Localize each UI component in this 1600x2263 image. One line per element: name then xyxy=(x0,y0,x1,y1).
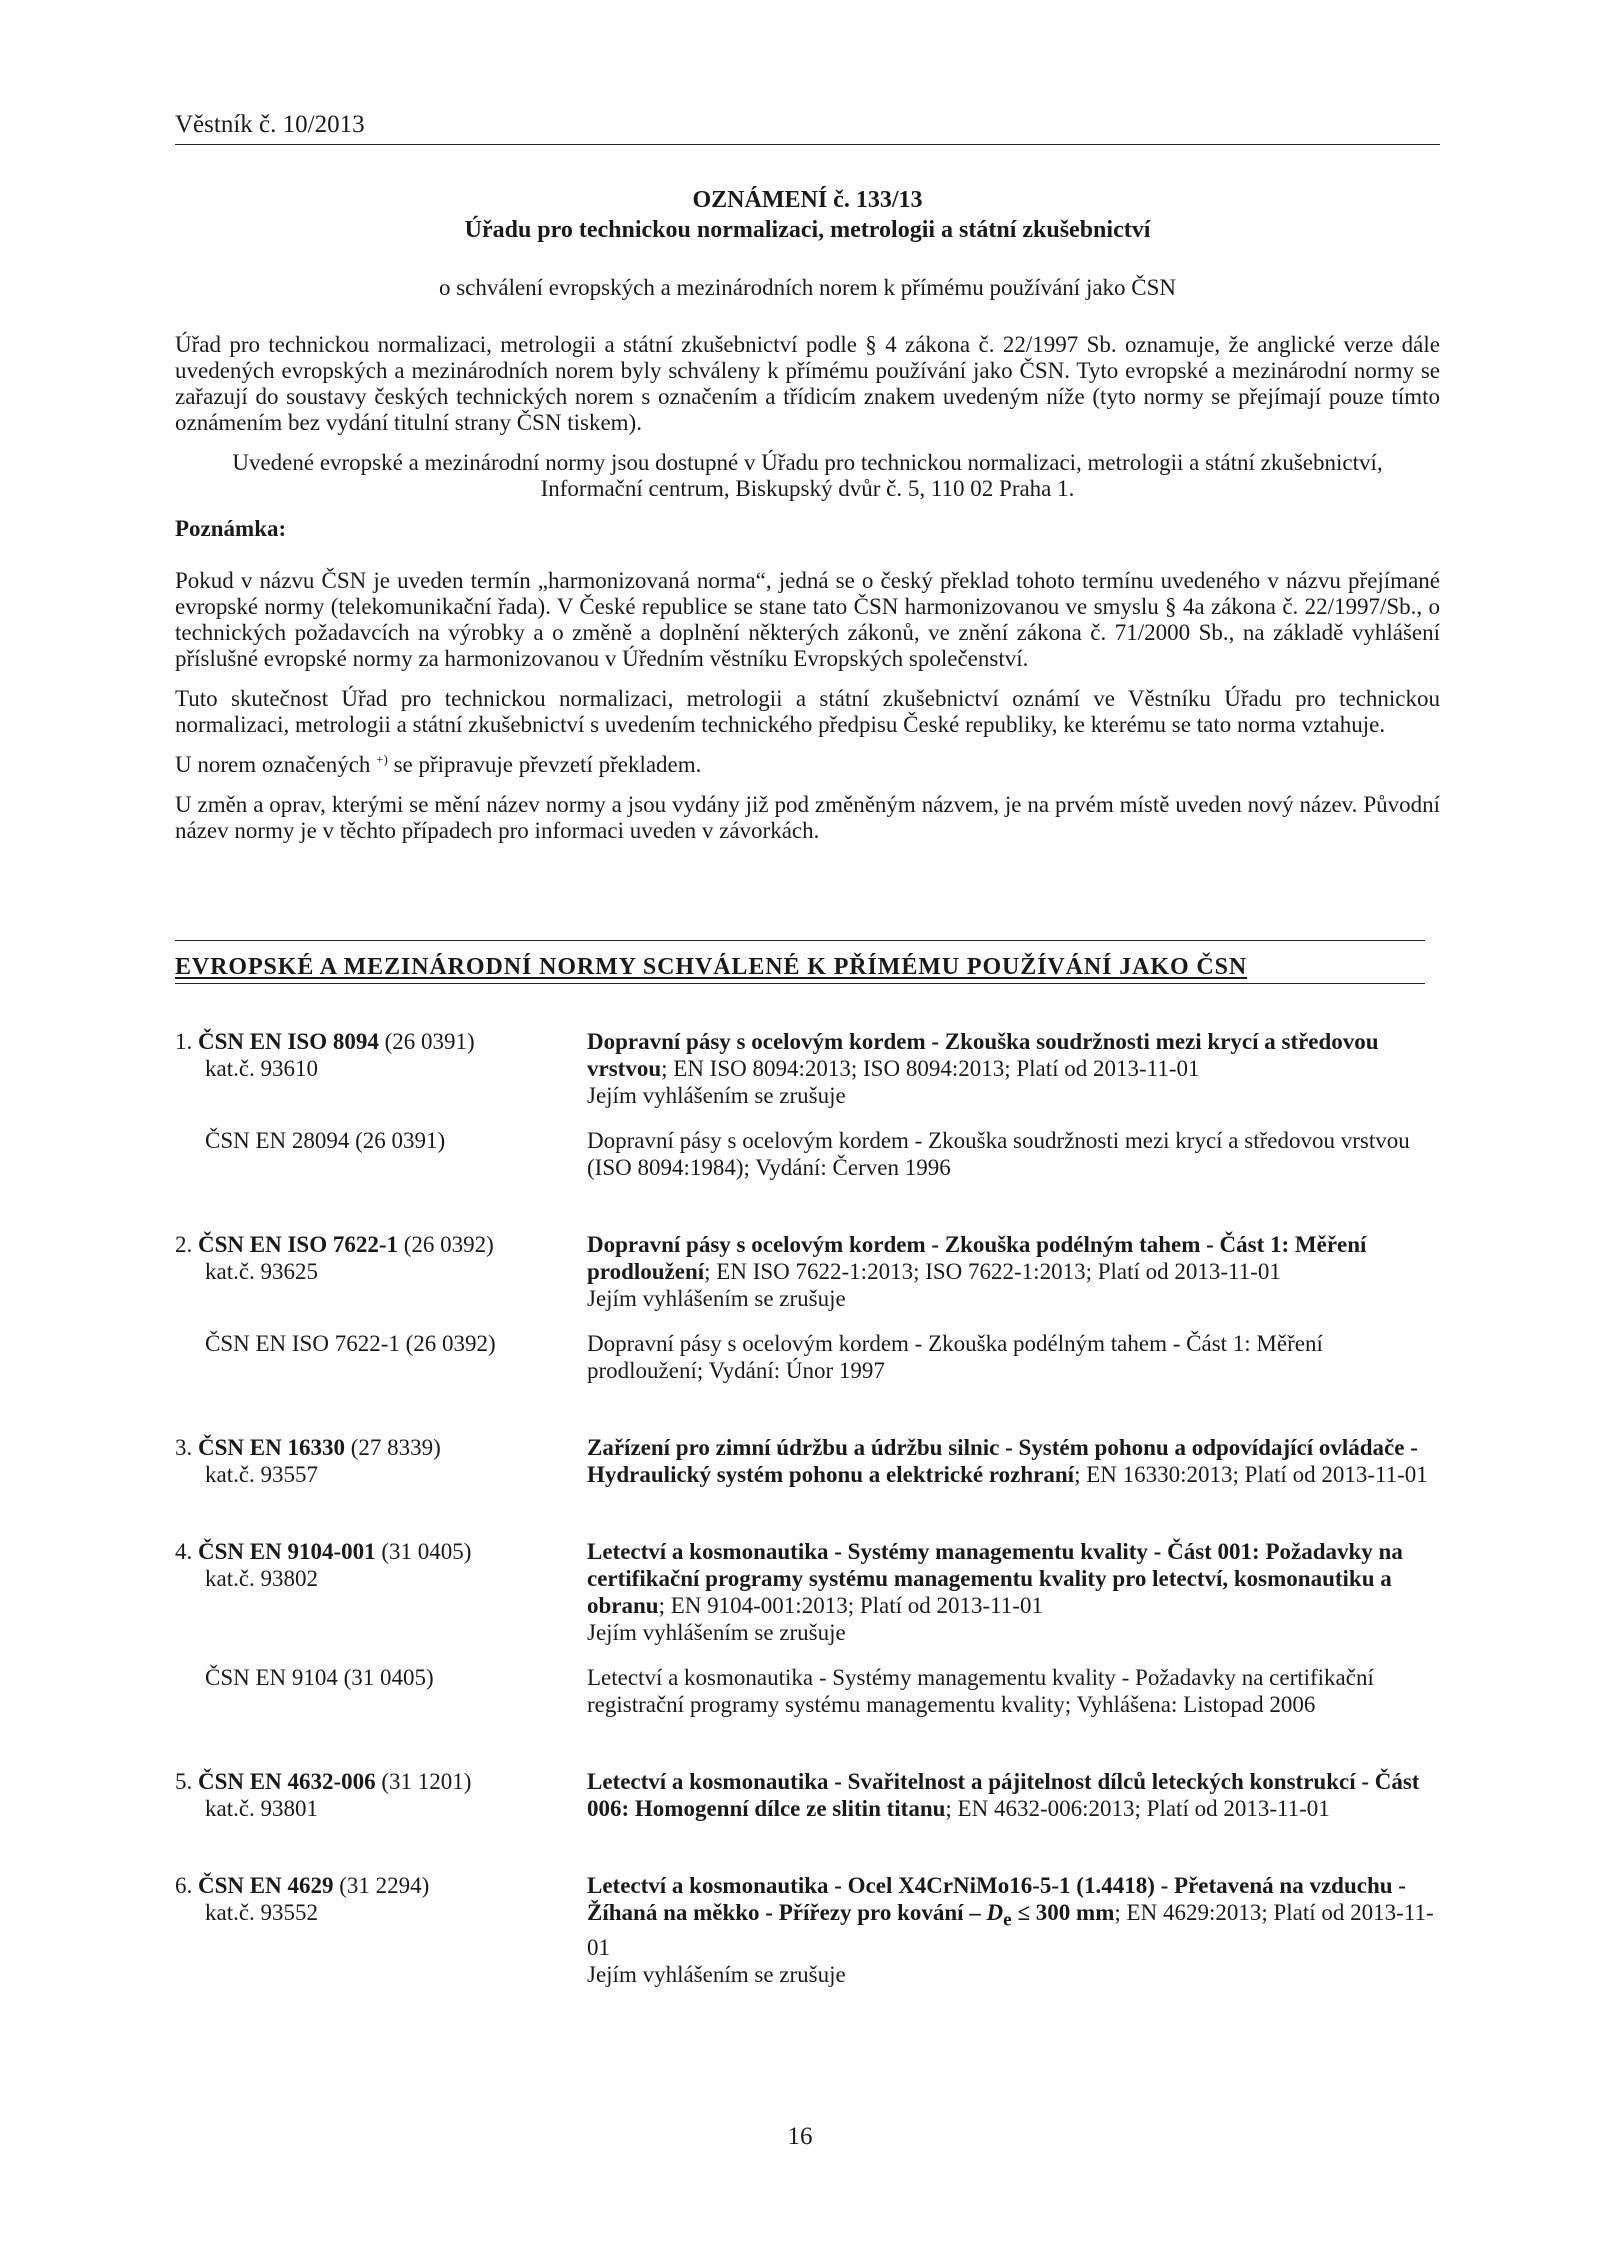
announcement-title-block xyxy=(175,185,1440,303)
entry-class: (26 0391) xyxy=(378,1029,475,1054)
entry-title-limit: ≤ 300 mm xyxy=(1011,1900,1115,1925)
entry-class: (27 8339) xyxy=(344,1435,441,1460)
entry-number: 6. xyxy=(175,1873,198,1898)
entry-catalog-number: kat.č. 93557 xyxy=(205,1462,319,1487)
standard-entry xyxy=(175,1872,1440,1988)
entry-main-row xyxy=(175,1538,1440,1646)
entry-details: ; EN 4632-006:2013; Platí od 2013-11-01 xyxy=(945,1796,1330,1821)
replaced-code: ČSN EN 28094 (26 0391) xyxy=(205,1128,446,1153)
replaced-code: ČSN EN 9104 (31 0405) xyxy=(205,1665,434,1690)
announcement-number: OZNÁMENÍ č. 133/13 xyxy=(692,187,923,213)
translation-text-end: se připravuje převzetí překladem. xyxy=(387,752,702,777)
entry-catalog-number: kat.č. 93802 xyxy=(205,1566,319,1591)
entry-details: ; EN ISO 7622-1:2013; ISO 7622-1:2013; Platí od 2013-11-01 xyxy=(704,1259,1281,1284)
entry-description xyxy=(587,1538,1437,1646)
entry-class: (26 0392) xyxy=(398,1232,494,1257)
entry-class: (31 1201) xyxy=(375,1769,472,1794)
availability-line-1: Uvedené evropské a mezinárodní normy jsou dostupné v Úřadu pro technickou normalizaci, metrologii a státní zkušebnictví, xyxy=(232,450,1383,475)
page-number: 16 xyxy=(787,2123,813,2150)
entry-cancel-note: Jejím vyhlášením se zrušuje xyxy=(587,1286,846,1311)
entry-number: 3. xyxy=(175,1435,198,1460)
entry-title: Letectví a kosmonautika - Svařitelnost a pájitelnost dílců leteckých konstrukcí - Část 006: Homogenní dílce ze slitin titanu xyxy=(587,1769,1420,1821)
section-title: EVROPSKÉ A MEZINÁRODNÍ NORMY SCHVÁLENÉ K PŘÍMÉMU POUŽÍVÁNÍ JAKO ČSN xyxy=(175,954,1248,980)
standard-entry xyxy=(175,1434,1440,1488)
translation-paragraph xyxy=(175,752,1440,778)
entry-code: ČSN EN 4632-006 xyxy=(198,1769,376,1794)
replaced-description: Dopravní pásy s ocelovým kordem - Zkouška podélným tahem - Část 1: Měření prodloužení; Vydání: Únor 1997 xyxy=(587,1331,1323,1383)
entry-number: 2. xyxy=(175,1232,198,1257)
harmonized-note-paragraph: Pokud v názvu ČSN je uveden termín „harmonizovaná norma“, jedná se o český překlad tohoto termínu uvedeného v názvu přejímané evropské normy (telekomunikační řada). V České republice se stane tato ČSN harmonizovanou ve smyslu § 4a zákona č. 22/1997/Sb., o technických požadavcích na výrobky a o změně a doplnění některých zákonů, ve znění zákona č. 71/2000 Sb., na základě vyhlášení příslušné evropské normy za harmonizovanou v Úředním věstníku Evropských společenství. xyxy=(175,568,1440,671)
publication-paragraph: Tuto skutečnost Úřad pro technickou normalizaci, metrologii a státní zkušebnictví oznámí ve Věstníku Úřadu pro technickou normalizaci, metrologii a státní zkušebnictví s uvedením technického předpisu České republiky, ke kterému se tato norma vztahuje. xyxy=(175,686,1440,737)
standards-list xyxy=(175,1028,1440,2038)
journal-issue: Věstník č. 10/2013 xyxy=(175,111,365,138)
entry-cancel-note: Jejím vyhlášením se zrušuje xyxy=(587,1961,846,1987)
entry-title: Letectví a kosmonautika - Systémy managementu kvality - Část 001: Požadavky na certifikační programy systému managementu kvality pro letectví, kosmonautiku a obranu xyxy=(587,1539,1403,1618)
entry-code: ČSN EN 9104-001 xyxy=(198,1539,376,1564)
issuing-office: Úřadu pro technickou normalizaci, metrologii a státní zkušebnictví xyxy=(464,217,1151,243)
replaced-designation xyxy=(175,1330,587,1384)
standard-entry xyxy=(175,1538,1440,1718)
entry-number: 1. xyxy=(175,1029,198,1054)
replaced-description: Letectví a kosmonautika - Systémy managementu kvality - Požadavky na certifikační registrační programy systému managementu kvality; Vyhlášena: Listopad 2006 xyxy=(587,1665,1374,1717)
entry-description xyxy=(587,1768,1437,1822)
entry-title-subscript: e xyxy=(1003,1909,1012,1931)
entry-number: 4. xyxy=(175,1539,198,1564)
entry-designation xyxy=(175,1872,587,1988)
translation-mark: +) xyxy=(376,751,388,767)
entry-cancel-note: Jejím vyhlášením se zrušuje xyxy=(587,1083,846,1108)
entry-main-row xyxy=(175,1231,1440,1312)
entry-class: (31 2294) xyxy=(333,1873,430,1898)
entry-replaced-row xyxy=(175,1127,1440,1181)
intro-paragraph: Úřad pro technickou normalizaci, metrologii a státní zkušebnictví podle § 4 zákona č. 22/1997 Sb. oznamuje, že anglické verze dále uvedených evropských a mezinárodních norem byly schváleny k přímému používání jako ČSN. Tyto evropské a mezinárodní normy se zařazují do soustavy českých technických norem s označením a třídicím znakem uvedeným níže (tyto normy se přejímají pouze tímto oznámením bez vydání titulní strany ČSN tiskem). xyxy=(175,332,1440,435)
replaced-code: ČSN EN ISO 7622-1 (26 0392) xyxy=(205,1331,496,1356)
entry-designation xyxy=(175,1538,587,1646)
entry-details: ; EN 9104-001:2013; Platí od 2013-11-01 xyxy=(658,1593,1043,1618)
section-heading xyxy=(175,940,1425,984)
entry-catalog-number: kat.č. 93552 xyxy=(205,1900,319,1925)
replaced-description: Dopravní pásy s ocelovým kordem - Zkouška soudržnosti mezi krycí a středovou vrstvou (ISO 8094:1984); Vydání: Červen 1996 xyxy=(587,1128,1410,1180)
replaced-designation xyxy=(175,1664,587,1718)
announcement-body xyxy=(175,332,1440,858)
entry-class: (31 0405) xyxy=(375,1539,472,1564)
standard-entry xyxy=(175,1028,1440,1181)
journal-header xyxy=(175,110,1440,145)
entry-description xyxy=(587,1028,1437,1109)
entry-details: ; EN 4629:2013; Platí od 2013-11-01 xyxy=(587,1900,1434,1960)
entry-catalog-number: kat.č. 93801 xyxy=(205,1796,319,1821)
entry-code: ČSN EN 4629 xyxy=(198,1873,334,1898)
entry-main-row xyxy=(175,1872,1440,1988)
standard-entry xyxy=(175,1231,1440,1384)
entry-number: 5. xyxy=(175,1769,198,1794)
entry-designation xyxy=(175,1231,587,1312)
entry-cancel-note: Jejím vyhlášením se zrušuje xyxy=(587,1620,846,1645)
entry-code: ČSN EN ISO 8094 xyxy=(198,1029,379,1054)
entry-designation xyxy=(175,1768,587,1822)
entry-title: Dopravní pásy s ocelovým kordem - Zkouška podélným tahem - Část 1: Měření prodloužení xyxy=(587,1232,1367,1284)
entry-replaced-row xyxy=(175,1330,1440,1384)
entry-main-row xyxy=(175,1768,1440,1822)
entry-title: Dopravní pásy s ocelovým kordem - Zkouška soudržnosti mezi krycí a středovou vrstvou xyxy=(587,1029,1379,1081)
entry-description xyxy=(587,1434,1437,1488)
entry-code: ČSN EN ISO 7622-1 xyxy=(198,1232,399,1257)
entry-main-row xyxy=(175,1028,1440,1109)
translation-text-start: U norem označených xyxy=(175,752,377,777)
standard-entry xyxy=(175,1768,1440,1822)
entry-title-variable: D xyxy=(986,1900,1004,1925)
availability-paragraph xyxy=(175,450,1440,502)
page-footer xyxy=(0,2122,1600,2152)
entry-catalog-number: kat.č. 93625 xyxy=(205,1259,319,1284)
entry-description xyxy=(587,1231,1437,1312)
entry-designation xyxy=(175,1028,587,1109)
entry-details: ; EN ISO 8094:2013; ISO 8094:2013; Platí od 2013-11-01 xyxy=(661,1056,1200,1081)
entry-description xyxy=(587,1872,1437,1988)
entry-main-row xyxy=(175,1434,1440,1488)
entry-replaced-row xyxy=(175,1664,1440,1718)
replaced-designation xyxy=(175,1127,587,1181)
entry-details: ; EN 16330:2013; Platí od 2013-11-01 xyxy=(1074,1462,1428,1487)
note-label: Poznámka: xyxy=(175,516,287,541)
announcement-subject: o schválení evropských a mezinárodních norem k přímému používání jako ČSN xyxy=(438,275,1177,300)
entry-code: ČSN EN 16330 xyxy=(198,1435,345,1460)
entry-title: Zařízení pro zimní údržbu a údržbu silnic - Systém pohonu a odpovídající ovládače - Hydraulický systém pohonu a elektrické rozhraní xyxy=(587,1435,1418,1487)
amendments-paragraph: U změn a oprav, kterými se mění název normy a jsou vydány již pod změněným názvem, je na prvém místě uveden nový název. Původní název normy je v těchto případech pro informaci uveden v závorkách. xyxy=(175,792,1440,843)
entry-title-text: Letectví a kosmonautika - Ocel X4CrNiMo16-5-1 (1.4418) - Přetavená na vzduchu - Žíhaná na měkko - Přířezy pro kování – xyxy=(587,1873,1406,1925)
entry-catalog-number: kat.č. 93610 xyxy=(205,1056,319,1081)
availability-line-2: Informační centrum, Biskupský dvůr č. 5, 110 02 Praha 1. xyxy=(540,476,1075,501)
entry-designation xyxy=(175,1434,587,1488)
